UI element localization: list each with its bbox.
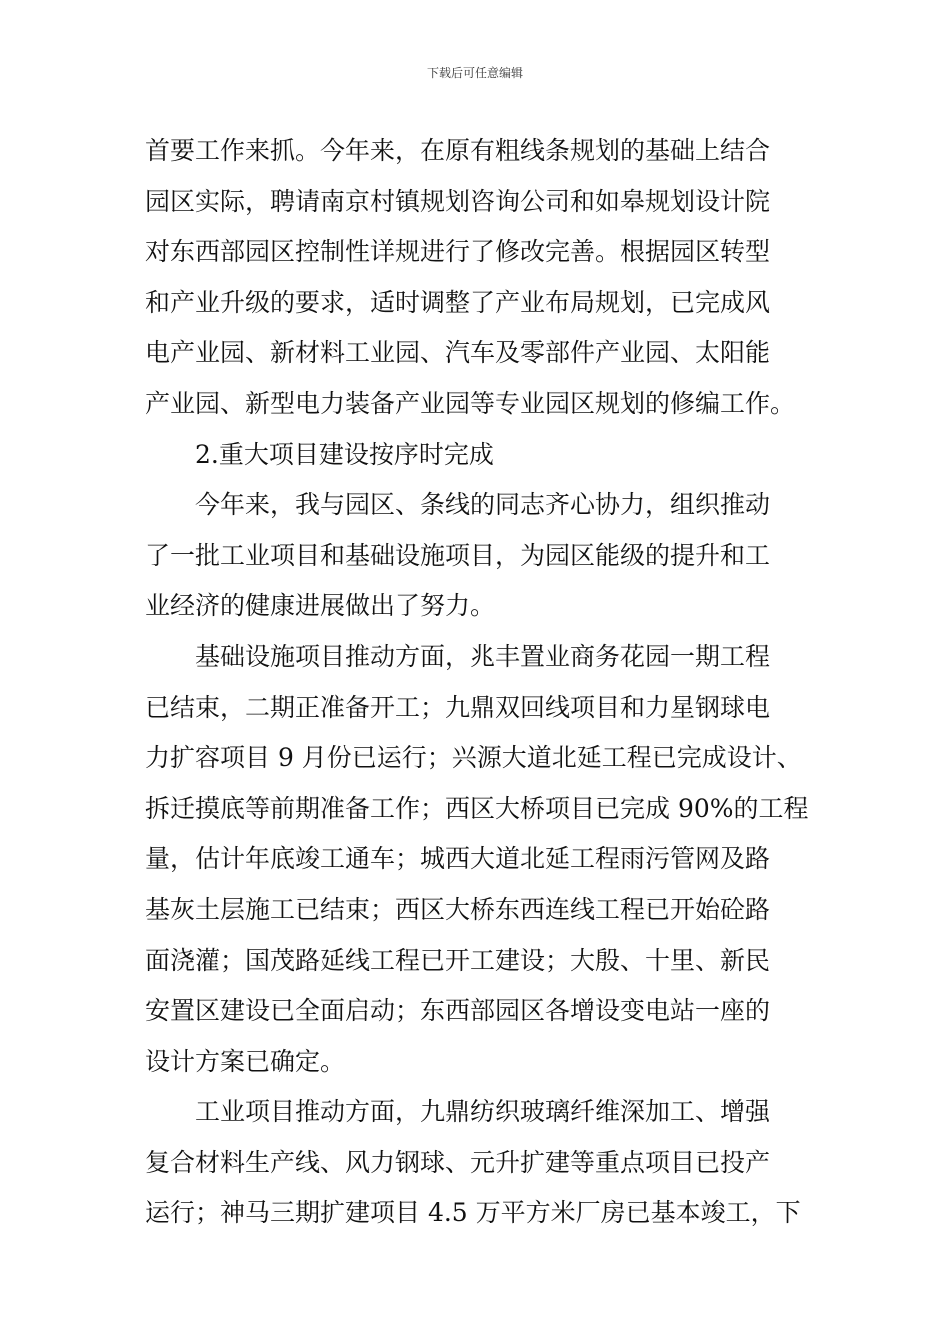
text-line: 今年来，我与园区、条线的同志齐心协力，组织推动: [195, 490, 771, 520]
text-line: 力扩容项目 9 月份已运行；兴源大道北延工程已完成设计、: [145, 743, 802, 773]
text-line: 复合材料生产线、风力钢球、元升扩建等重点项目已投产: [145, 1147, 771, 1177]
text-line: 基础设施项目推动方面，兆丰置业商务花园一期工程: [195, 641, 771, 671]
text-line: 运行；神马三期扩建项目 4.5 万平方米厂房已基本竣工，下: [145, 1198, 801, 1228]
text-line: 基灰土层施工已结束；西区大桥东西连线工程已开始砼路: [145, 894, 771, 924]
section-heading: 2.重大项目建设按序时完成: [195, 439, 494, 469]
page-header: 下载后可任意编辑: [426, 66, 523, 80]
text-line: 面浇灌；国茂路延线工程已开工建设；大殷、十里、新民: [145, 945, 771, 975]
text-line: 安置区建设已全面启动；东西部园区各增设变电站一座的: [145, 996, 771, 1026]
text-line: 拆迁摸底等前期准备工作；西区大桥项目已完成 90%的工程: [145, 793, 809, 823]
text-line: 量，估计年底竣工通车；城西大道北延工程雨污管网及路: [145, 844, 771, 874]
text-line: 产业园、新型电力装备产业园等专业园区规划的修编工作。: [145, 388, 796, 418]
text-line: 电产业园、新材料工业园、汽车及零部件产业园、太阳能: [145, 338, 771, 368]
text-line: 园区实际，聘请南京村镇规划咨询公司和如皋规划设计院: [145, 186, 771, 216]
text-line: 已结束，二期正准备开工；九鼎双回线项目和力星钢球电: [145, 692, 771, 722]
text-line: 工业项目推动方面，九鼎纺织玻璃纤维深加工、增强: [195, 1097, 771, 1127]
document-body: [145, 126, 810, 1239]
text-line: 对东西部园区控制性详规进行了修改完善。根据园区转型: [145, 237, 771, 267]
text-line: 了一批工业项目和基础设施项目，为园区能级的提升和工: [145, 540, 771, 570]
text-line: 设计方案已确定。: [145, 1046, 346, 1076]
text-line: 和产业升级的要求，适时调整了产业布局规划，已完成风: [145, 287, 771, 317]
text-line: 首要工作来抓。今年来，在原有粗线条规划的基础上结合: [145, 136, 771, 165]
text-line: 业经济的健康进展做出了努力。: [145, 591, 496, 621]
